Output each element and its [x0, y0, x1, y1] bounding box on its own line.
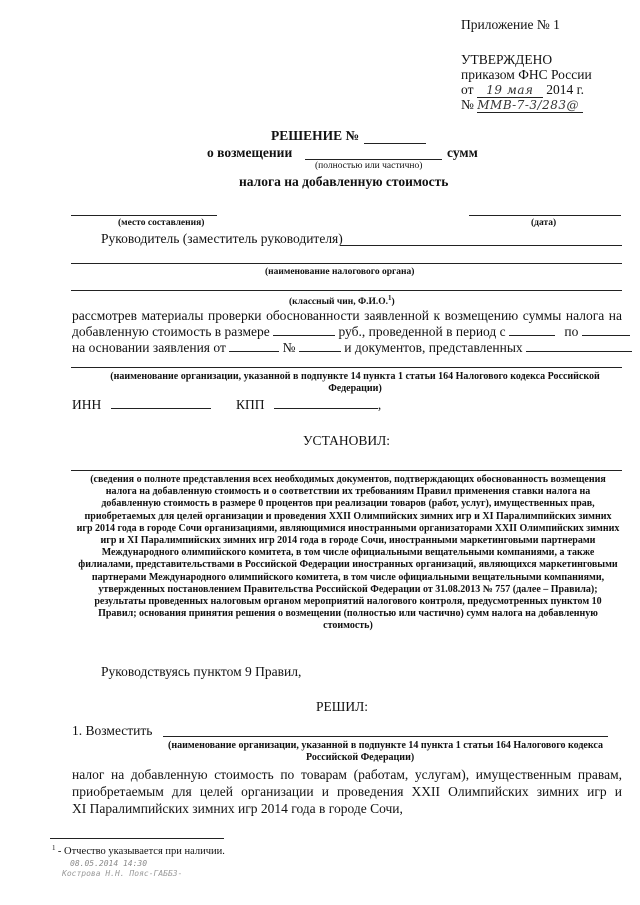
guided-text: Руководствуясь пунктом 9 Правил, — [101, 664, 302, 679]
footnote — [52, 844, 225, 857]
application-date-label: на основании заявления от — [72, 340, 226, 355]
amount-label: добавленную стоимость в размере — [72, 324, 270, 339]
established-caption-line: результаты проведенных налоговым органом мероприятий налогового контроля, предусмотренных пунктом 10 — [94, 596, 602, 608]
decision-title: РЕШЕНИЕ № — [271, 128, 360, 143]
application-number-field[interactable] — [299, 351, 341, 352]
application-date-field[interactable] — [229, 351, 279, 352]
order-number-handwritten: ММВ-7-3/283@ — [477, 98, 583, 113]
date-caption: (дата) — [531, 218, 557, 228]
documents-label: и документов, представленных — [344, 340, 523, 355]
period-end-field[interactable] — [582, 335, 630, 336]
documents-field[interactable] — [526, 351, 632, 352]
refund-type-caption: (полностью или частично) — [315, 161, 423, 171]
established-caption-line: партнерами Международного олимпийского комитета, в том числе официальными вещательными компаниями, — [91, 571, 605, 583]
established-caption-line: игр и XI Паралимпийских зимних игр 2014 года в городе Сочи, иностранными маркетинговыми партнерами — [100, 535, 596, 547]
print-stamp-line1: 08.05.2014 14:30 — [70, 859, 148, 868]
item1-label: 1. Возместить — [72, 723, 153, 738]
organization-caption: (наименование организации, указанной в подпункте 14 пункта 1 статьи 164 Налогового кодекса Российской Федерации) — [110, 371, 600, 395]
established-caption-line: филиалами, представительствами в Российской Федерации иностранных организаций, являющихся маркетинговыми — [78, 559, 618, 571]
amount-field[interactable] — [273, 335, 335, 336]
item1-organization-field[interactable] — [163, 736, 608, 737]
authority-field[interactable] — [71, 263, 622, 264]
authority-caption: (наименование налогового органа) — [265, 267, 415, 277]
item1-caption-line2: Российской Федерации) — [306, 752, 415, 763]
established-caption-line: приобретаемых для целей организации и проведения XXII Олимпийских зимних игр и XI Паралимпийских зимних — [84, 510, 612, 522]
period-start-field[interactable] — [509, 335, 555, 336]
footnote-mark: 1 — [52, 844, 56, 852]
established-caption — [72, 474, 624, 633]
rank-caption-text: (классный чин, Ф.И.О. — [289, 297, 389, 308]
appendix-label: Приложение № 1 — [461, 17, 560, 32]
established-caption-line: стоимость) — [323, 620, 373, 632]
item1-text-line: XI Паралимпийских зимних игр 2014 года в городе Сочи, — [72, 800, 403, 816]
established-caption-line: Правил; основания принятия решения о возмещении (полностью или частично) сумм налога на добавленную — [98, 608, 598, 620]
kpp-field[interactable] — [274, 408, 378, 409]
order-year: 2014 г. — [546, 82, 584, 97]
place-field[interactable] — [71, 215, 217, 216]
rank-caption-close: ) — [391, 297, 395, 308]
head-label: Руководитель (заместитель руководителя) — [101, 231, 343, 246]
established-caption-line: (сведения о полноте представления всех необходимых документов, подтверждающих обоснованность возмещения — [90, 474, 606, 485]
established-caption-line: Международного олимпийского комитета, в том числе официальными вещательными компаниями, а также — [101, 547, 595, 559]
date-field[interactable] — [469, 215, 621, 216]
head-name-field[interactable] — [340, 245, 622, 246]
order-date-handwritten: 19 мая — [477, 83, 543, 98]
review-line-1: рассмотрев материалы проверки обоснованности заявленной к возмещению суммы налога на — [72, 308, 622, 323]
inn-kpp-row — [72, 397, 381, 413]
print-stamp-line2: Кострова Н.Н. Пояс-ГАББ3- — [62, 869, 183, 878]
inn-label: ИНН — [72, 397, 102, 412]
application-number-label: № — [282, 340, 296, 355]
item1-caption-line1: (наименование организации, указанной в подпункте 14 пункта 1 статьи 164 Налогового кодекса — [168, 740, 603, 751]
decided-heading: РЕШИЛ: — [316, 699, 369, 714]
kpp-label: КПП — [236, 397, 265, 412]
inn-field[interactable] — [111, 408, 211, 409]
established-caption-line: игр 2014 года в городе Сочи организациями, являющимися иностранными организаторами XXII Олимпийских зимних — [76, 522, 620, 534]
item1-text-line: приобретаемым для целей организации и проведения XXII Олимпийских зимних игр и — [72, 783, 622, 799]
item1-text — [72, 767, 622, 817]
order-number-prefix: № — [461, 97, 474, 112]
rank-footnote-mark: 1 — [388, 294, 392, 302]
established-caption-line: налога на добавленную стоимость и о соответствии их требованиям Правил применения ставки налога на — [105, 486, 591, 498]
established-heading: УСТАНОВИЛ: — [303, 433, 391, 448]
order-date-prefix: от — [461, 82, 474, 97]
review-line-3 — [72, 340, 632, 356]
tax-title: налога на добавленную стоимость — [239, 174, 449, 189]
rank-caption — [289, 294, 395, 307]
organization-field[interactable] — [71, 367, 622, 368]
refund-type-field[interactable] — [305, 159, 442, 160]
about-label-right: сумм — [447, 145, 478, 160]
footnote-divider — [50, 838, 224, 839]
footnote-text: - Отчество указывается при наличии. — [57, 846, 225, 858]
period-label: руб., проведенной в период с — [338, 324, 506, 339]
established-field[interactable] — [71, 470, 622, 471]
established-caption-line: утвержденных постановлением Правительства Российской Федерации от 31.08.2013 № 757 (далее – Правила); — [98, 583, 598, 595]
review-line-2 — [72, 324, 630, 340]
order-number-row — [461, 97, 583, 113]
inn-kpp-comma: , — [377, 397, 382, 412]
item1-text-line: налог на добавленную стоимость по товарам (работам, услугам), имущественным правам, — [72, 767, 622, 782]
period-to-label: по — [564, 324, 579, 339]
about-label-left: о возмещении — [207, 145, 293, 160]
decision-number-field[interactable] — [364, 143, 426, 144]
established-caption-line: добавленную стоимость в размере 0 процентов при реализации товаров (работ, услуг), имущественных прав, — [101, 498, 595, 510]
approved-label: УТВЕРЖДЕНО — [461, 52, 553, 67]
order-label: приказом ФНС России — [461, 67, 592, 82]
place-caption: (место составления) — [118, 218, 205, 228]
order-date-row — [461, 82, 584, 98]
rank-field[interactable] — [71, 290, 622, 291]
